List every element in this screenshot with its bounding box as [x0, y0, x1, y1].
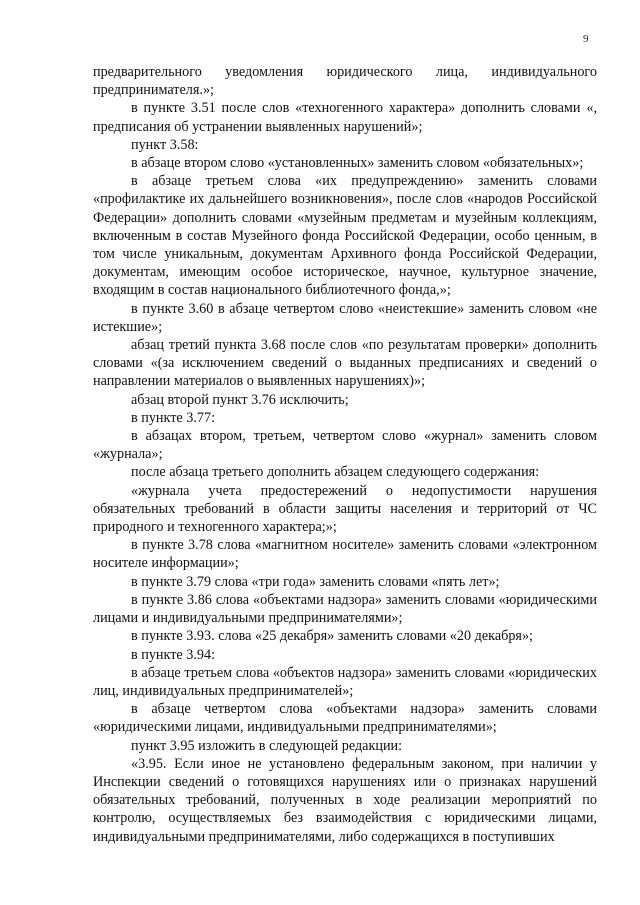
- paragraph: в пункте 3.94:: [131, 646, 216, 663]
- paragraph: в пункте 3.77:: [131, 409, 216, 426]
- paragraph: в абзаце четвертом слова «объектами надзора» заменить словами «юридическими лицами, индивидуальными предпринимателями»;: [93, 701, 597, 736]
- paragraph: «журнала учета предостережений о недопустимости нарушения обязательных требований в области защиты населения и территорий от ЧС природного и техногенного характера;»;: [93, 482, 597, 536]
- paragraph: в абзаце втором слово «установленных» заменить словом «обязательных»;: [131, 155, 584, 172]
- paragraph: в абзаце третьем слова «объектов надзора» заменить словами «юридических лиц, индивидуальных предпринимателей»;: [93, 664, 597, 699]
- paragraph: в пункте 3.51 после слов «техногенного характера» дополнить словами «, предписания об устранении выявленных нарушений»;: [93, 100, 597, 135]
- paragraph: в пункте 3.78 слова «магнитном носителе» заменить словами «электронном носителе информации»;: [93, 537, 597, 572]
- paragraph: пункт 3.95 изложить в следующей редакции:: [131, 737, 403, 754]
- page-number: 9: [583, 33, 589, 45]
- document-body: [93, 63, 597, 846]
- paragraph: «3.95. Если иное не установлено федеральным законом, при наличии у Инспекции сведений о готовящихся нарушениях или о признаках нарушений обязательных требований, полученных в ходе реализации мероприятий по контролю, осуществляемых без взаимодействия с юридическими лицами, индивидуальными предпринимателями, либо содержащихся в поступивших: [93, 755, 597, 845]
- paragraph: в пункте 3.93. слова «25 декабря» заменить словами «20 декабря»;: [131, 628, 533, 645]
- paragraph: в абзаце третьем слова «их предупреждению» заменить словами «профилактике их дальнейшего возникновения», после слов «народов Российской Федерации» дополнить словами «музейным предметам и музейным коллекциям, включенным в состав Музейного фонда Российской Федерации, особо ценным, в том числе уникальным, документам Архивного фонда Российской Федерации, документам, имеющим особое историческое, научное, культурное значение, входящим в состав национального библиотечного фонда,»;: [93, 173, 597, 299]
- paragraph: предварительного уведомления юридического лица, индивидуального предпринимателя.»;: [93, 64, 597, 99]
- paragraph: абзац второй пункт 3.76 исключить;: [131, 391, 349, 408]
- paragraph: абзац третий пункта 3.68 после слов «по результатам проверки» дополнить словами «(за исключением сведений о выданных предписаниях и сведений о направлении материалов о выявленных нарушениях)»;: [93, 337, 597, 390]
- paragraph: в абзацах втором, третьем, четвертом слово «журнал» заменить словом «журнала»;: [93, 428, 597, 463]
- paragraph: в пункте 3.86 слова «объектами надзора» заменить словами «юридическими лицами и индивидуальными предпринимателями»;: [93, 591, 597, 627]
- paragraph: пункт 3.58:: [131, 136, 199, 153]
- paragraph: после абзаца третьего дополнить абзацем следующего содержания:: [131, 464, 540, 481]
- paragraph: в пункте 3.60 в абзаце четвертом слово «неистекшие» заменить словом «не истекшие»;: [93, 300, 597, 335]
- paragraph: в пункте 3.79 слова «три года» заменить словами «пять лет»;: [131, 573, 500, 590]
